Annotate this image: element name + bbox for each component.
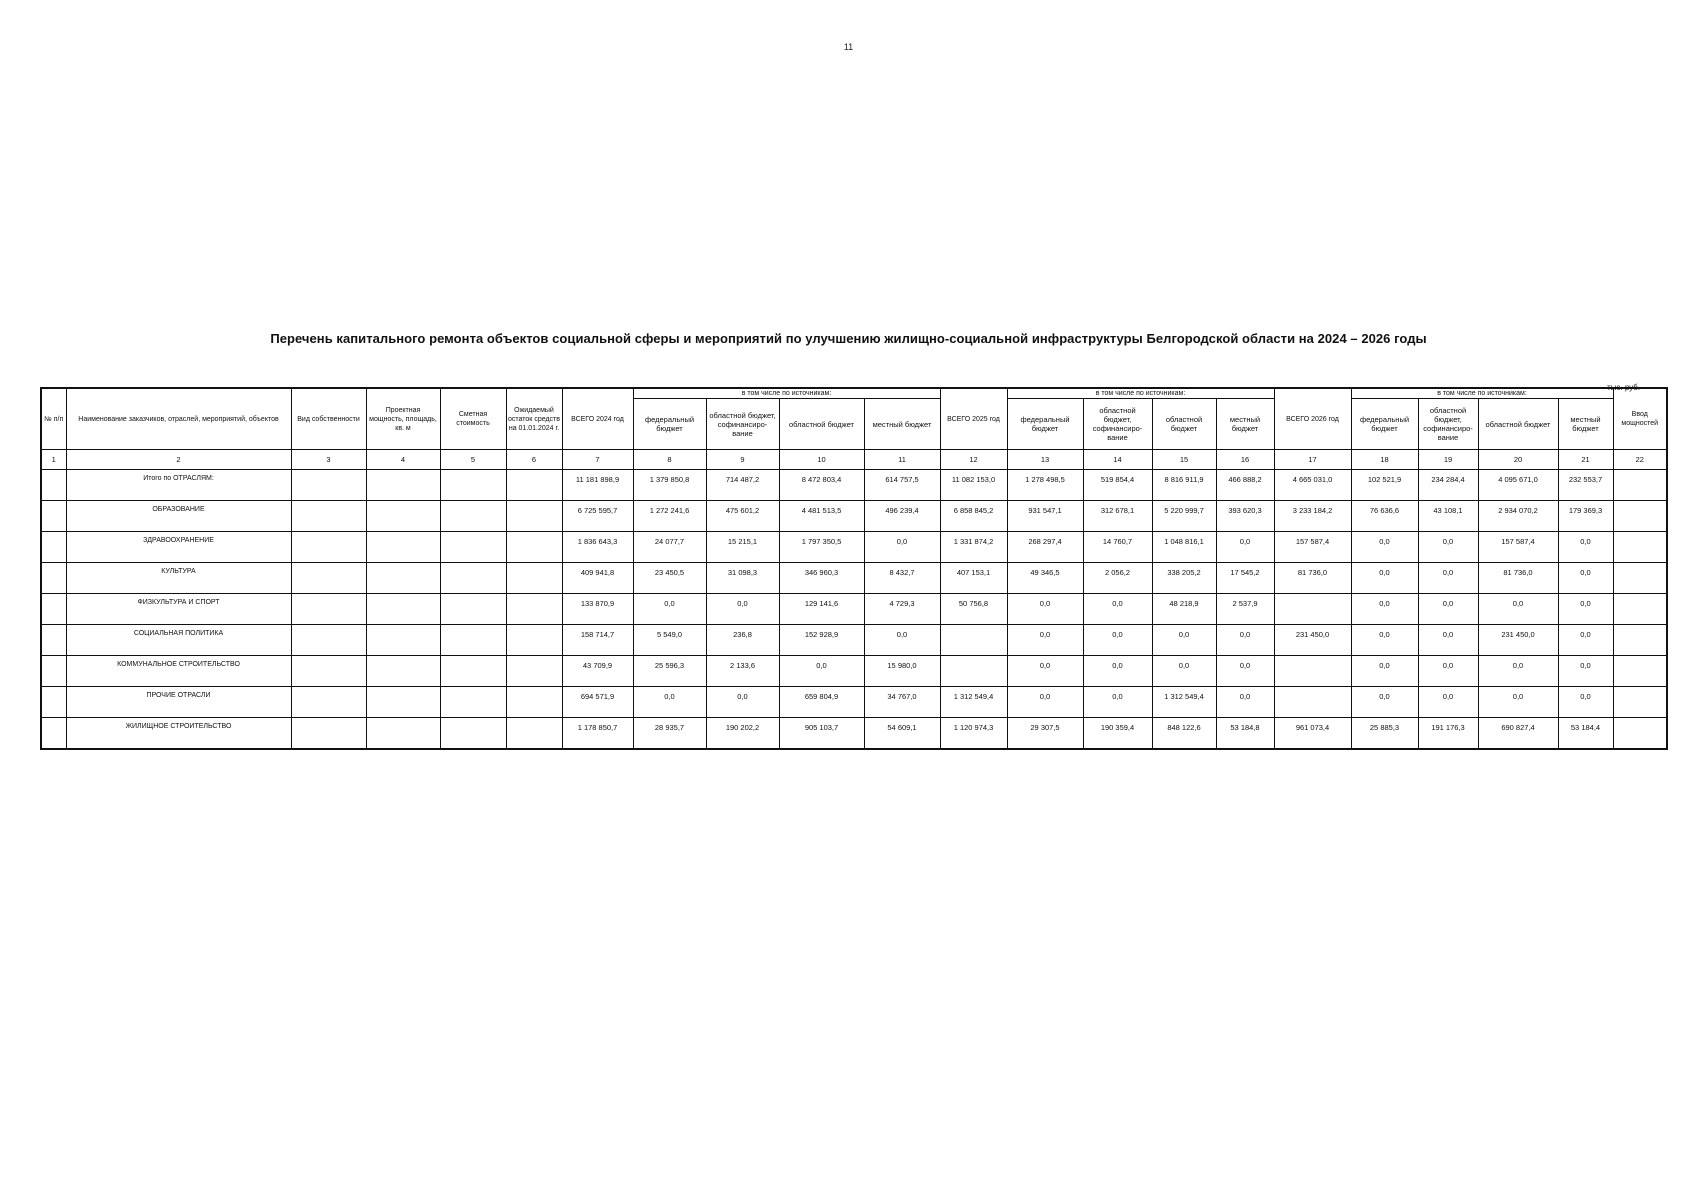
column-number: 1 — [41, 450, 66, 470]
table-cell: 0,0 — [1351, 594, 1418, 625]
table-row — [41, 563, 1667, 594]
table-cell: 232 553,7 — [1558, 470, 1613, 501]
table-cell: 191 176,3 — [1418, 718, 1478, 750]
table-cell: 694 571,9 — [562, 687, 633, 718]
page-number: 11 — [843, 42, 854, 52]
table-cell: 81 736,0 — [1478, 563, 1558, 594]
table-cell — [440, 718, 506, 750]
table-cell: 338 205,2 — [1152, 563, 1216, 594]
table-cell — [1274, 656, 1351, 687]
header-regional-2024: областной бюджет — [779, 399, 864, 450]
table-cell — [41, 532, 66, 563]
table-cell: 0,0 — [1478, 594, 1558, 625]
table-cell: 0,0 — [1418, 532, 1478, 563]
column-number: 19 — [1418, 450, 1478, 470]
table-cell — [440, 532, 506, 563]
table-cell: 393 620,3 — [1216, 501, 1274, 532]
table-cell — [366, 718, 440, 750]
table-cell — [1613, 656, 1667, 687]
column-number: 8 — [633, 450, 706, 470]
table-cell: ЗДРАВООХРАНЕНИЕ — [66, 532, 291, 563]
table-cell: 28 935,7 — [633, 718, 706, 750]
header-regional-2025: областной бюджет — [1152, 399, 1216, 450]
table-cell — [440, 501, 506, 532]
header-total-2024: ВСЕГО 2024 год — [562, 388, 633, 450]
table-cell: 0,0 — [706, 687, 779, 718]
column-number: 6 — [506, 450, 562, 470]
table-cell: 312 678,1 — [1083, 501, 1152, 532]
table-row — [41, 532, 1667, 563]
table-cell: ФИЗКУЛЬТУРА И СПОРТ — [66, 594, 291, 625]
table-cell — [506, 501, 562, 532]
table-cell: 0,0 — [1418, 656, 1478, 687]
table-cell: 157 587,4 — [1478, 532, 1558, 563]
table-cell: 8 432,7 — [864, 563, 940, 594]
header-remainder: Ожидаемый остаток средств на 01.01.2024 г. — [506, 388, 562, 450]
column-number: 13 — [1007, 450, 1083, 470]
table-cell: 0,0 — [1418, 625, 1478, 656]
table-cell: 2 934 070,2 — [1478, 501, 1558, 532]
column-number: 5 — [440, 450, 506, 470]
column-number: 10 — [779, 450, 864, 470]
table-cell — [366, 625, 440, 656]
column-number: 20 — [1478, 450, 1558, 470]
table-cell: 4 729,3 — [864, 594, 940, 625]
table-cell: 5 549,0 — [633, 625, 706, 656]
table-cell — [440, 656, 506, 687]
table-cell — [1613, 718, 1667, 750]
table-cell — [1274, 594, 1351, 625]
table-cell: 190 359,4 — [1083, 718, 1152, 750]
table-row — [41, 470, 1667, 501]
table-cell: 4 095 671,0 — [1478, 470, 1558, 501]
table-cell: 690 827,4 — [1478, 718, 1558, 750]
table-cell: 53 184,8 — [1216, 718, 1274, 750]
table-cell: 1 331 874,2 — [940, 532, 1007, 563]
table-cell: 15 980,0 — [864, 656, 940, 687]
table-cell: 0,0 — [1216, 687, 1274, 718]
table-cell — [506, 470, 562, 501]
table-cell: 0,0 — [1478, 687, 1558, 718]
table-cell — [1613, 501, 1667, 532]
table-cell: 0,0 — [1083, 656, 1152, 687]
table-cell: 931 547,1 — [1007, 501, 1083, 532]
table-cell: 31 098,3 — [706, 563, 779, 594]
table-cell: 1 278 498,5 — [1007, 470, 1083, 501]
table-cell: 0,0 — [864, 625, 940, 656]
header-name: Наименование заказчиков, отраслей, мероприятий, объектов — [66, 388, 291, 450]
column-number: 14 — [1083, 450, 1152, 470]
table-cell: 49 346,5 — [1007, 563, 1083, 594]
table-cell: 1 120 974,3 — [940, 718, 1007, 750]
table-cell: 54 609,1 — [864, 718, 940, 750]
header-local-2025: местный бюджет — [1216, 399, 1274, 450]
header-local-2026: местный бюджет — [1558, 399, 1613, 450]
header-federal-2024: федеральный бюджет — [633, 399, 706, 450]
table-cell: 231 450,0 — [1274, 625, 1351, 656]
table-cell: 1 312 549,4 — [1152, 687, 1216, 718]
table-cell — [506, 625, 562, 656]
column-number: 2 — [66, 450, 291, 470]
table-cell: 231 450,0 — [1478, 625, 1558, 656]
table-cell — [506, 656, 562, 687]
table-cell: 3 233 184,2 — [1274, 501, 1351, 532]
table-cell: 48 218,9 — [1152, 594, 1216, 625]
table-cell: 0,0 — [1558, 563, 1613, 594]
table-cell: СОЦИАЛЬНАЯ ПОЛИТИКА — [66, 625, 291, 656]
table-cell: 129 141,6 — [779, 594, 864, 625]
column-number: 4 — [366, 450, 440, 470]
table-cell: 152 928,9 — [779, 625, 864, 656]
table-cell — [366, 687, 440, 718]
table-cell: 24 077,7 — [633, 532, 706, 563]
table-cell — [41, 687, 66, 718]
table-cell — [506, 532, 562, 563]
table-cell: ПРОЧИЕ ОТРАСЛИ — [66, 687, 291, 718]
table-cell: 659 804,9 — [779, 687, 864, 718]
table-cell: 1 797 350,5 — [779, 532, 864, 563]
header-regional-2026: областной бюджет — [1478, 399, 1558, 450]
table-cell: 234 284,4 — [1418, 470, 1478, 501]
table-cell: 0,0 — [1351, 563, 1418, 594]
table-cell: 466 888,2 — [1216, 470, 1274, 501]
header-cofin-2026: областной бюджет, софинансиро-вание — [1418, 399, 1478, 450]
table-row — [41, 656, 1667, 687]
table-cell: 0,0 — [1216, 532, 1274, 563]
table-cell: 0,0 — [1007, 594, 1083, 625]
header-total-2025: ВСЕГО 2025 год — [940, 388, 1007, 450]
column-number: 16 — [1216, 450, 1274, 470]
table-cell: 848 122,6 — [1152, 718, 1216, 750]
table-cell — [366, 563, 440, 594]
table-cell — [1613, 532, 1667, 563]
table-row — [41, 687, 1667, 718]
table-cell: 0,0 — [1007, 656, 1083, 687]
table-cell: 43 108,1 — [1418, 501, 1478, 532]
table-cell: 5 220 999,7 — [1152, 501, 1216, 532]
table-cell: 11 082 153,0 — [940, 470, 1007, 501]
header-federal-2026: федеральный бюджет — [1351, 399, 1418, 450]
column-number: 21 — [1558, 450, 1613, 470]
table-cell — [506, 594, 562, 625]
table-cell: 961 073,4 — [1274, 718, 1351, 750]
table-cell: 0,0 — [1351, 656, 1418, 687]
table-cell — [291, 656, 366, 687]
table-cell: 8 472 803,4 — [779, 470, 864, 501]
table-cell — [506, 563, 562, 594]
table-cell: ОБРАЗОВАНИЕ — [66, 501, 291, 532]
table-cell: 0,0 — [1418, 563, 1478, 594]
table-cell — [41, 470, 66, 501]
table-cell: 1 836 643,3 — [562, 532, 633, 563]
table-cell — [41, 594, 66, 625]
table-cell — [366, 501, 440, 532]
header-local-2024: местный бюджет — [864, 399, 940, 450]
table-cell: 0,0 — [1083, 687, 1152, 718]
table-cell — [366, 656, 440, 687]
table-cell: 53 184,4 — [1558, 718, 1613, 750]
table-cell: 76 636,6 — [1351, 501, 1418, 532]
table-cell — [506, 718, 562, 750]
column-number: 9 — [706, 450, 779, 470]
table-cell: 0,0 — [1152, 625, 1216, 656]
table-cell: 714 487,2 — [706, 470, 779, 501]
table-cell: 0,0 — [1007, 625, 1083, 656]
header-total-2026: ВСЕГО 2026 год — [1274, 388, 1351, 450]
table-row — [41, 501, 1667, 532]
table-cell — [440, 563, 506, 594]
table-cell — [366, 532, 440, 563]
table-cell: 409 941,8 — [562, 563, 633, 594]
header-cofin-2025: областной бюджет, софинансиро-вание — [1083, 399, 1152, 450]
column-number: 15 — [1152, 450, 1216, 470]
table-cell — [1613, 470, 1667, 501]
table-cell: 0,0 — [1558, 625, 1613, 656]
table-cell — [440, 687, 506, 718]
capital-repair-table — [40, 387, 1668, 750]
table-cell — [1613, 594, 1667, 625]
column-number: 3 — [291, 450, 366, 470]
table-cell: 81 736,0 — [1274, 563, 1351, 594]
table-cell: 0,0 — [1007, 687, 1083, 718]
table-cell: 102 521,9 — [1351, 470, 1418, 501]
table-cell: 2 537,9 — [1216, 594, 1274, 625]
header-estimate: Сметная стоимость — [440, 388, 506, 450]
table-cell — [41, 625, 66, 656]
table-cell: 0,0 — [1083, 594, 1152, 625]
table-cell: 190 202,2 — [706, 718, 779, 750]
column-number: 12 — [940, 450, 1007, 470]
table-cell: 25 885,3 — [1351, 718, 1418, 750]
table-cell — [506, 687, 562, 718]
table-cell: Итого по ОТРАСЛЯМ: — [66, 470, 291, 501]
table-cell: КОММУНАЛЬНОЕ СТРОИТЕЛЬСТВО — [66, 656, 291, 687]
table-cell: 34 767,0 — [864, 687, 940, 718]
table-cell: 0,0 — [1558, 656, 1613, 687]
header-sources-2025: в том числе по источникам: — [1007, 388, 1274, 399]
table-cell: 0,0 — [1216, 625, 1274, 656]
table-cell: 1 272 241,6 — [633, 501, 706, 532]
table-cell: 4 665 031,0 — [1274, 470, 1351, 501]
table-cell: 2 056,2 — [1083, 563, 1152, 594]
table-cell: 0,0 — [1558, 594, 1613, 625]
table-cell — [440, 470, 506, 501]
table-row — [41, 594, 1667, 625]
table-cell — [291, 718, 366, 750]
table-cell — [940, 625, 1007, 656]
table-cell: 0,0 — [633, 594, 706, 625]
column-number: 11 — [864, 450, 940, 470]
table-cell: 519 854,4 — [1083, 470, 1152, 501]
table-cell: 133 870,9 — [562, 594, 633, 625]
header-federal-2025: федеральный бюджет — [1007, 399, 1083, 450]
table-cell: 0,0 — [1152, 656, 1216, 687]
column-number: 7 — [562, 450, 633, 470]
table-cell — [41, 718, 66, 750]
table-cell — [291, 594, 366, 625]
document-title: Перечень капитального ремонта объектов социальной сферы и мероприятий по улучшению жилищно-социальной инфраструктуры Белгородской области на 2024 – 2026 годы — [270, 331, 1427, 346]
table-cell — [1613, 625, 1667, 656]
table-cell: 614 757,5 — [864, 470, 940, 501]
table-cell: 496 239,4 — [864, 501, 940, 532]
table-cell — [440, 594, 506, 625]
table-cell: 17 545,2 — [1216, 563, 1274, 594]
table-cell: 157 587,4 — [1274, 532, 1351, 563]
table-cell: 1 178 850,7 — [562, 718, 633, 750]
table-cell: 14 760,7 — [1083, 532, 1152, 563]
table-cell: 1 048 816,1 — [1152, 532, 1216, 563]
table-cell: 23 450,5 — [633, 563, 706, 594]
table-cell: 0,0 — [1216, 656, 1274, 687]
table-cell: 0,0 — [779, 656, 864, 687]
header-capacity: Проектная мощность, площадь, кв. м — [366, 388, 440, 450]
table-cell — [291, 470, 366, 501]
table-cell: 0,0 — [1418, 687, 1478, 718]
table-cell: 0,0 — [1083, 625, 1152, 656]
units-label: тыс. руб. — [1607, 383, 1641, 392]
table-row — [41, 625, 1667, 656]
table-cell: 268 297,4 — [1007, 532, 1083, 563]
table-cell: 6 725 595,7 — [562, 501, 633, 532]
header-sources-2026: в том числе по источникам: — [1351, 388, 1613, 399]
table-cell: 43 709,9 — [562, 656, 633, 687]
table-cell: 6 858 845,2 — [940, 501, 1007, 532]
table-cell — [1613, 687, 1667, 718]
table-cell — [291, 563, 366, 594]
table-row — [41, 718, 1667, 750]
table-cell: 15 215,1 — [706, 532, 779, 563]
table-cell: 1 379 850,8 — [633, 470, 706, 501]
header-sources-2024: в том числе по источникам: — [633, 388, 940, 399]
column-number: 22 — [1613, 450, 1667, 470]
table-cell: КУЛЬТУРА — [66, 563, 291, 594]
table-cell: 0,0 — [1558, 687, 1613, 718]
table-cell — [291, 532, 366, 563]
header-ownership: Вид собственности — [291, 388, 366, 450]
table-cell — [1274, 687, 1351, 718]
table-cell — [291, 687, 366, 718]
table-cell: 905 103,7 — [779, 718, 864, 750]
table-cell — [440, 625, 506, 656]
table-cell: 0,0 — [1351, 625, 1418, 656]
table-cell — [940, 656, 1007, 687]
table-cell: 475 601,2 — [706, 501, 779, 532]
table-cell: 346 960,3 — [779, 563, 864, 594]
table-cell: 25 596,3 — [633, 656, 706, 687]
table-cell — [366, 594, 440, 625]
table-cell: 0,0 — [864, 532, 940, 563]
header-num: № п/п — [41, 388, 66, 450]
table-cell — [366, 470, 440, 501]
table-cell: 50 756,8 — [940, 594, 1007, 625]
table-cell: 0,0 — [1418, 594, 1478, 625]
table-cell — [1613, 563, 1667, 594]
table-cell: 29 307,5 — [1007, 718, 1083, 750]
header-cofin-2024: областной бюджет, софинансиро-вание — [706, 399, 779, 450]
table-cell: 0,0 — [1351, 532, 1418, 563]
table-cell: 2 133,6 — [706, 656, 779, 687]
table-cell: 236,8 — [706, 625, 779, 656]
table-cell: 0,0 — [1558, 532, 1613, 563]
column-number: 18 — [1351, 450, 1418, 470]
table-cell — [291, 625, 366, 656]
table-cell: 0,0 — [633, 687, 706, 718]
table-cell — [41, 563, 66, 594]
table-cell: 158 714,7 — [562, 625, 633, 656]
table-cell: 0,0 — [1478, 656, 1558, 687]
table-cell: ЖИЛИЩНОЕ СТРОИТЕЛЬСТВО — [66, 718, 291, 750]
table-cell: 407 153,1 — [940, 563, 1007, 594]
table-cell: 0,0 — [706, 594, 779, 625]
table-cell: 4 481 513,5 — [779, 501, 864, 532]
table-cell — [41, 656, 66, 687]
table-cell — [41, 501, 66, 532]
table-cell: 11 181 898,9 — [562, 470, 633, 501]
column-number: 17 — [1274, 450, 1351, 470]
table-cell: 0,0 — [1351, 687, 1418, 718]
table-cell — [291, 501, 366, 532]
table-cell: 179 369,3 — [1558, 501, 1613, 532]
table-cell: 1 312 549,4 — [940, 687, 1007, 718]
header-commissioning: Ввод мощностей — [1613, 388, 1667, 450]
table-cell: 8 816 911,9 — [1152, 470, 1216, 501]
